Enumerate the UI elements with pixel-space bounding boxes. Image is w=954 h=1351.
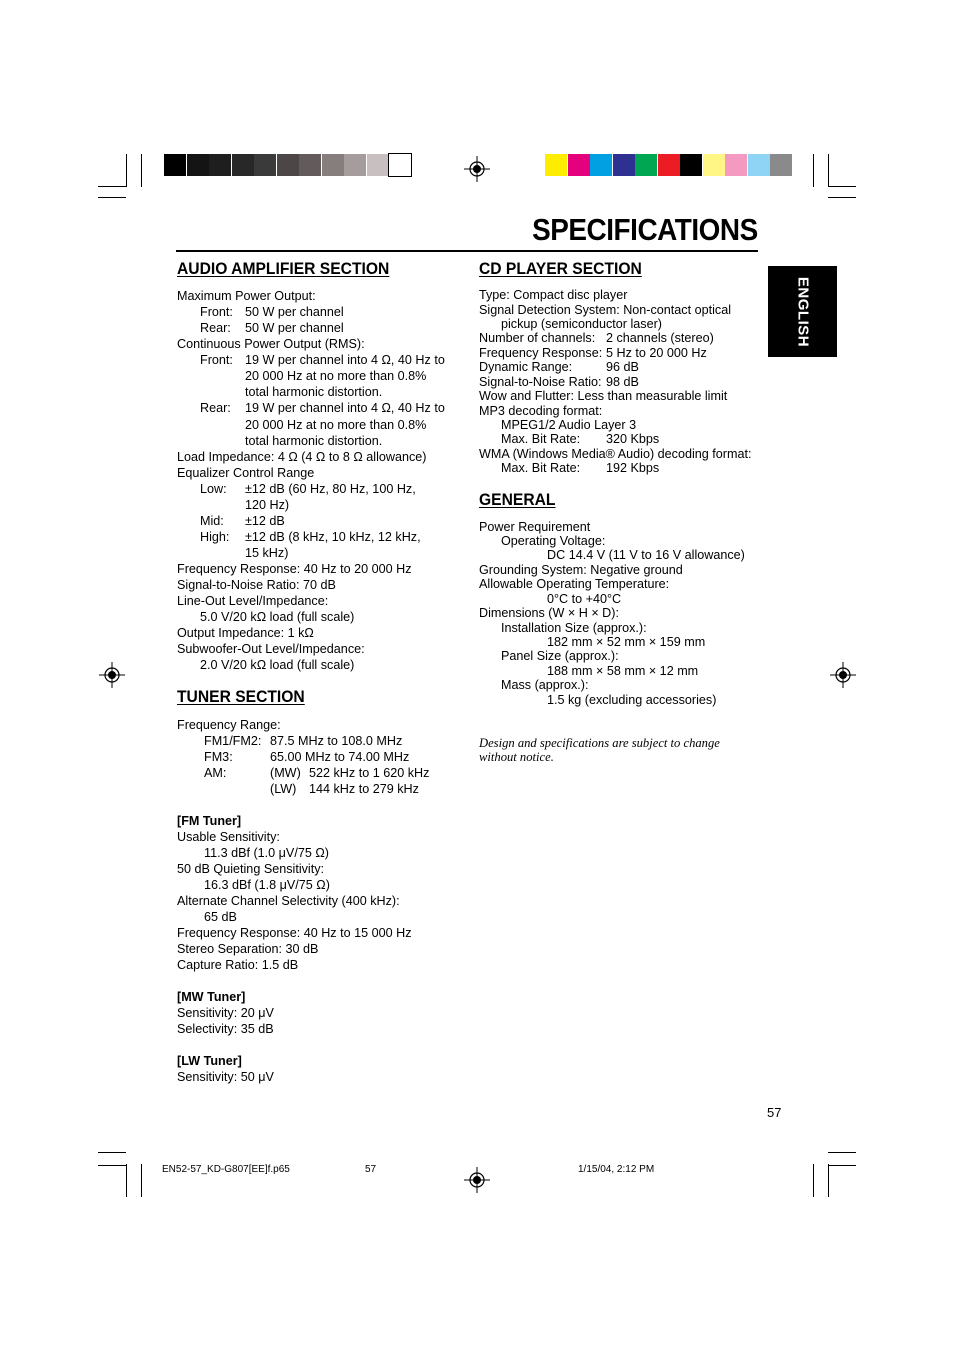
spec-line: Line-Out Level/Impedance: [177, 594, 329, 608]
tuner-heading: TUNER SECTION [177, 687, 305, 706]
spec-line: Selectivity: 35 dB [177, 1022, 274, 1036]
spec-line: Continuous Power Output (RMS): [177, 337, 365, 351]
spec-line: 144 kHz to 279 kHz [309, 782, 419, 796]
spec-line: Rear: [200, 401, 231, 415]
spec-line: Power Requirement [479, 520, 591, 534]
gray-bar-swatch [164, 154, 186, 176]
registration-target-icon [830, 662, 856, 688]
spec-line: Max. Bit Rate: [501, 432, 581, 446]
color-bar-swatch [770, 154, 792, 176]
spec-line: Subwoofer-Out Level/Impedance: [177, 642, 365, 656]
spec-line: Number of channels: [479, 331, 596, 345]
spec-line: ±12 dB (8 kHz, 10 kHz, 12 kHz, [245, 530, 421, 544]
spec-line: 522 kHz to 1 620 kHz [309, 766, 430, 780]
spec-line: Sensitivity: 20 μV [177, 1006, 274, 1020]
title-rule [176, 250, 758, 252]
gray-bar-swatch [322, 154, 344, 176]
spec-line: Type: Compact disc player [479, 288, 628, 302]
spec-line: 65.00 MHz to 74.00 MHz [270, 750, 410, 764]
spec-line: 320 Kbps [606, 432, 660, 446]
general-heading: GENERAL [479, 490, 556, 509]
color-bar-swatch [568, 154, 590, 176]
spec-line: Signal-to-Noise Ratio: [479, 375, 602, 389]
tuner-subheading: [FM Tuner] [177, 814, 242, 828]
audio-amplifier-heading: AUDIO AMPLIFIER SECTION [177, 259, 390, 278]
spec-line: Alternate Channel Selectivity (400 kHz): [177, 894, 400, 908]
spec-line: 20 000 Hz at no more than 0.8% [245, 369, 427, 383]
gray-bar-swatch [299, 154, 321, 176]
gray-bar-swatch [389, 154, 411, 176]
gray-bar-swatch [187, 154, 209, 176]
registration-target-icon [464, 1167, 490, 1193]
spec-line: 16.3 dBf (1.8 μV/75 Ω) [204, 878, 330, 892]
spec-line: Wow and Flutter: Less than measurable limit [479, 389, 728, 403]
gray-bar-swatch [277, 154, 299, 176]
spec-line: 2 channels (stereo) [606, 331, 714, 345]
spec-line: 87.5 MHz to 108.0 MHz [270, 734, 403, 748]
spec-line: Load Impedance: 4 Ω (4 Ω to 8 Ω allowance) [177, 450, 427, 464]
spec-line: 1.5 kg (excluding accessories) [547, 693, 717, 707]
spec-line: 188 mm × 58 mm × 12 mm [547, 664, 699, 678]
spec-line: 20 000 Hz at no more than 0.8% [245, 418, 427, 432]
spec-line: total harmonic distortion. [245, 434, 383, 448]
cd-player-heading: CD PLAYER SECTION [479, 259, 642, 278]
gray-bar-swatch [344, 154, 366, 176]
spec-line: Operating Voltage: [501, 534, 606, 548]
spec-line: AM: [204, 766, 227, 780]
spec-line: MP3 decoding format: [479, 404, 603, 418]
spec-line: (LW) [270, 782, 297, 796]
spec-line: Signal-to-Noise Ratio: 70 dB [177, 578, 336, 592]
color-bar-swatch [658, 154, 680, 176]
color-bar-swatch [703, 154, 725, 176]
spec-line: 96 dB [606, 360, 639, 374]
footer-filename: EN52-57_KD-G807[EE]f.p65 [162, 1164, 290, 1175]
spec-line: Frequency Range: [177, 718, 281, 732]
spec-line: Front: [200, 305, 233, 319]
spec-line: 182 mm × 52 mm × 159 mm [547, 635, 706, 649]
tuner-subheading: [MW Tuner] [177, 990, 246, 1004]
gray-bar-swatch [254, 154, 276, 176]
language-tab-label: ENGLISH [794, 276, 811, 347]
spec-line: Front: [200, 353, 233, 367]
spec-line: High: [200, 530, 230, 544]
spec-line: pickup (semiconductor laser) [501, 317, 662, 331]
registration-target-icon [99, 662, 125, 688]
language-tab [768, 266, 837, 357]
spec-line: 120 Hz) [245, 498, 290, 512]
spec-line: Stereo Separation: 30 dB [177, 942, 319, 956]
spec-line: 0°C to +40°C [547, 592, 622, 606]
spec-line: (MW) [270, 766, 301, 780]
footer-page: 57 [365, 1164, 377, 1175]
color-bar-swatch [725, 154, 747, 176]
spec-line: FM1/FM2: [204, 734, 262, 748]
spec-line: Panel Size (approx.): [501, 649, 619, 663]
spec-line: Installation Size (approx.): [501, 621, 647, 635]
spec-line: 19 W per channel into 4 Ω, 40 Hz to [245, 401, 445, 415]
spec-line: 98 dB [606, 375, 639, 389]
spec-line: Low: [200, 482, 227, 496]
tuner-subheading: [LW Tuner] [177, 1054, 242, 1068]
color-bar-swatch [635, 154, 657, 176]
spec-line: Signal Detection System: Non-contact optical [479, 303, 731, 317]
spec-line: 65 dB [204, 910, 237, 924]
spec-line: Frequency Response: 40 Hz to 15 000 Hz [177, 926, 412, 940]
spec-line: FM3: [204, 750, 233, 764]
spec-line: Capture Ratio: 1.5 dB [177, 958, 299, 972]
color-bar-swatch [545, 154, 567, 176]
spec-line: Usable Sensitivity: [177, 830, 280, 844]
registration-target-icon [464, 156, 490, 182]
spec-line: Output Impedance: 1 kΩ [177, 626, 314, 640]
spec-line: 192 Kbps [606, 461, 660, 475]
spec-line: Mass (approx.): [501, 678, 589, 692]
color-bar-swatch [613, 154, 635, 176]
spec-line: Equalizer Control Range [177, 466, 315, 480]
spec-line: Dynamic Range: [479, 360, 573, 374]
spec-line: 11.3 dBf (1.0 μV/75 Ω) [204, 846, 329, 860]
spec-line: 15 kHz) [245, 546, 289, 560]
gray-bar-swatch [367, 154, 389, 176]
spec-line: Allowable Operating Temperature: [479, 577, 670, 591]
spec-line: WMA (Windows Media® Audio) decoding format: [479, 447, 752, 461]
spec-line: Frequency Response: [479, 346, 603, 360]
spec-line: Frequency Response: 40 Hz to 20 000 Hz [177, 562, 412, 576]
spec-line: DC 14.4 V (11 V to 16 V allowance) [547, 548, 745, 562]
spec-note-line-1: Design and specifications are subject to change [479, 736, 720, 750]
spec-line: total harmonic distortion. [245, 385, 383, 399]
spec-line: Max. Bit Rate: [501, 461, 581, 475]
spec-line: Dimensions (W × H × D): [479, 606, 619, 620]
spec-note-line-2: without notice. [479, 750, 554, 764]
spec-line: ±12 dB (60 Hz, 80 Hz, 100 Hz, [245, 482, 416, 496]
gray-bar-swatch [232, 154, 254, 176]
spec-line: 19 W per channel into 4 Ω, 40 Hz to [245, 353, 445, 367]
color-bar-swatch [590, 154, 612, 176]
footer-date: 1/15/04, 2:12 PM [578, 1164, 655, 1175]
page-title: SPECIFICATIONS [532, 212, 758, 247]
spec-line: ±12 dB [245, 514, 285, 528]
spec-line: 5.0 V/20 kΩ load (full scale) [200, 610, 355, 624]
color-bar-swatch [680, 154, 702, 176]
gray-bar-swatch [209, 154, 231, 176]
spec-line: 50 dB Quieting Sensitivity: [177, 862, 325, 876]
spec-line: MPEG1/2 Audio Layer 3 [501, 418, 637, 432]
spec-line: 50 W per channel [245, 321, 344, 335]
page-number: 57 [767, 1105, 782, 1120]
spec-line: Grounding System: Negative ground [479, 563, 683, 577]
spec-line: 5 Hz to 20 000 Hz [606, 346, 707, 360]
spec-line: 50 W per channel [245, 305, 344, 319]
spec-line: 2.0 V/20 kΩ load (full scale) [200, 658, 355, 672]
spec-line: Mid: [200, 514, 224, 528]
spec-line: Rear: [200, 321, 231, 335]
spec-line: Maximum Power Output: [177, 289, 316, 303]
color-bar-swatch [748, 154, 770, 176]
spec-line: Sensitivity: 50 μV [177, 1070, 274, 1084]
